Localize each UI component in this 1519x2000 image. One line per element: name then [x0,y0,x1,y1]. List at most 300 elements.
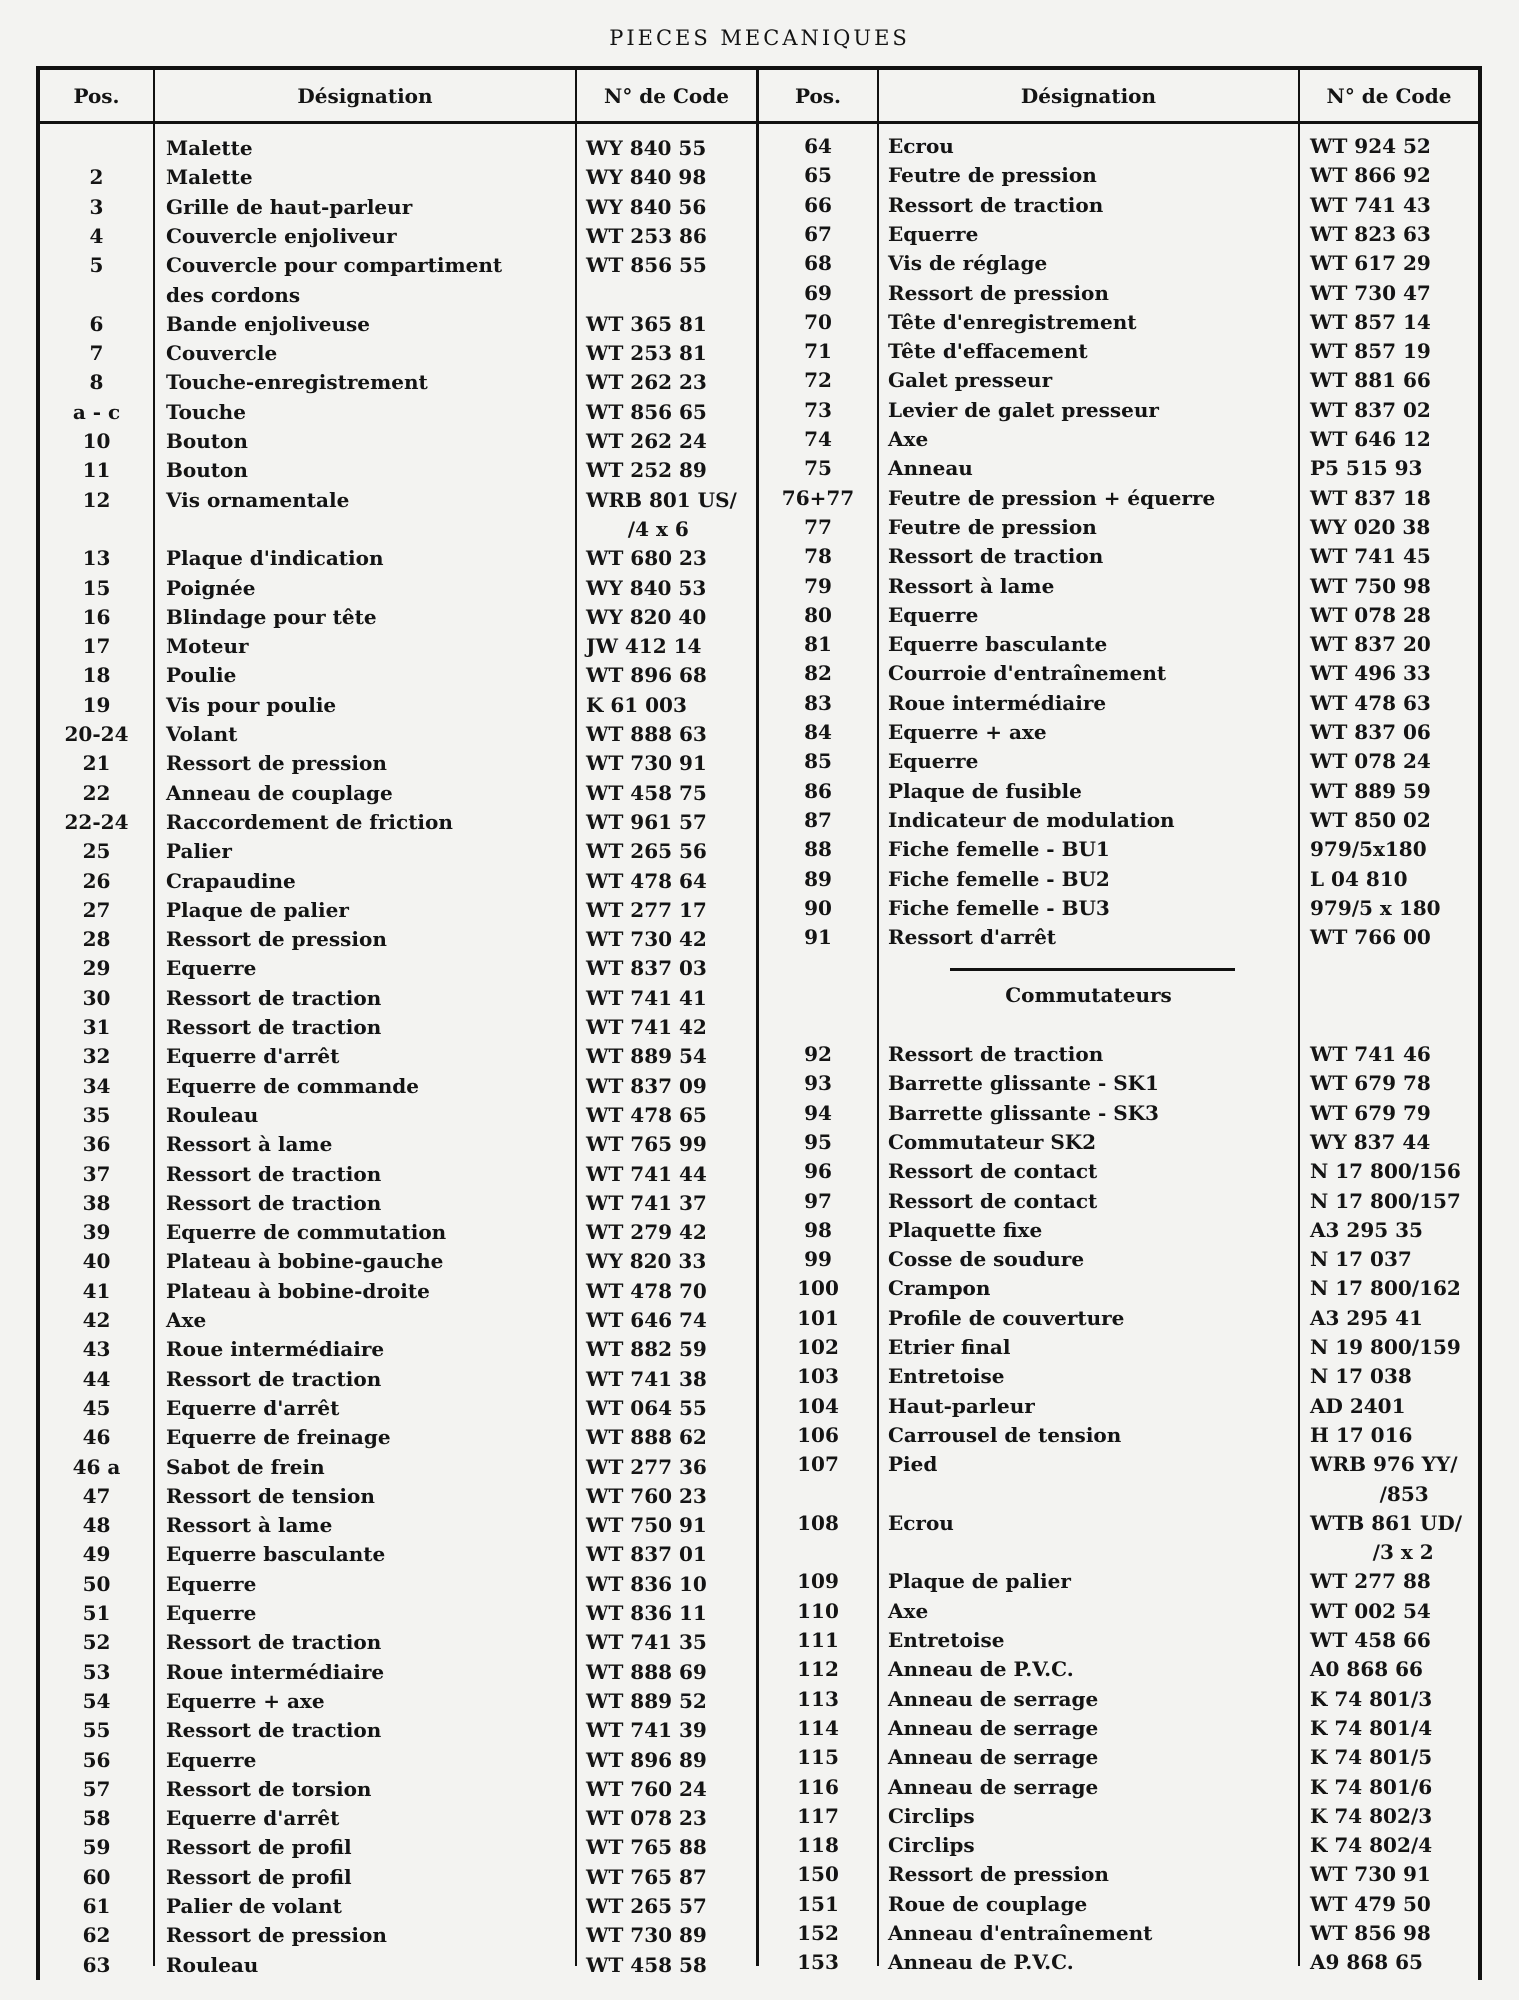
row-code: K 74 802/4 [1310,1833,1433,1858]
row-designation: Couvercle [166,341,278,366]
row-designation: Poignée [166,575,256,600]
row-pos: 3 [89,194,104,219]
row-code: WT 078 24 [1310,749,1431,774]
row-code: WY 020 38 [1310,514,1431,539]
row-designation: Anneau de P.V.C. [888,1950,1074,1975]
row-pos: 7 [89,341,104,366]
row-code: WT 265 57 [586,1894,707,1918]
row-pos: 115 [797,1745,839,1770]
row-code: WT 961 57 [586,809,707,834]
row-code: N 17 037 [1310,1247,1412,1272]
row-designation: Fiche femelle - BU2 [888,866,1110,891]
row-designation: Anneau de couplage [166,780,393,805]
row-designation: Crampon [888,1276,991,1301]
row-designation: Grille de haut-parleur [166,194,413,219]
row-pos: 76+77 [781,485,855,510]
row-pos: 69 [804,280,832,305]
row-pos: 104 [797,1393,839,1418]
row-pos: 48 [82,1513,111,1538]
row-designation: Ressort de pression [166,751,387,776]
row-pos: 55 [82,1718,111,1743]
row-code: K 74 801/4 [1310,1715,1433,1740]
row-designation: Touche-enregistrement [166,370,428,395]
row-designation: Anneau de serrage [888,1686,1099,1711]
row-pos: 49 [82,1542,111,1567]
row-designation: Equerre d'arrêt [166,1395,340,1420]
row-pos: 62 [82,1923,111,1948]
row-pos: 101 [797,1305,839,1330]
row-designation: Ressort de traction [166,1015,382,1039]
row-pos: 100 [797,1276,839,1301]
row-pos: 116 [797,1774,839,1799]
row-designation [888,1538,1296,1567]
row-code: WT 277 17 [586,897,707,922]
row-pos: 66 [804,192,832,217]
row-code: WT 889 54 [586,1044,707,1069]
row-pos: 15 [82,575,111,600]
row-designation: Raccordement de friction [166,809,453,834]
row-designation: Rouleau [166,1952,259,1977]
row-pos: 103 [797,1364,839,1389]
row-code: H 17 016 [1310,1422,1413,1447]
row-code: WT 265 56 [586,839,707,864]
row-code: WT 881 66 [1310,368,1431,393]
row-code: N 19 800/159 [1310,1335,1461,1359]
row-pos: 71 [804,339,832,364]
row-pos: 72 [804,368,832,393]
section-divider [950,968,1235,971]
row-pos: 32 [82,1044,111,1069]
row-code: WT 741 45 [1310,544,1431,569]
row-pos: 25 [82,839,111,864]
row-code: WT 680 23 [586,546,707,571]
row-designation: Ressort de traction [888,192,1104,217]
col-rule [877,66,879,1966]
row-pos: 42 [82,1308,111,1332]
row-pos: 21 [82,751,111,776]
row-code: WT 730 91 [586,751,707,776]
row-designation: Ressort de traction [166,985,382,1010]
row-code: WT 479 50 [1310,1891,1431,1916]
row-pos: 74 [804,427,832,451]
row-pos: 37 [82,1161,111,1186]
row-pos: 45 [82,1395,111,1420]
row-code: WT 765 88 [586,1835,707,1860]
row-code: WT 760 24 [586,1776,707,1801]
row-pos [40,515,153,544]
row-code: WT 478 63 [1310,690,1431,715]
row-code: WT 730 89 [586,1923,707,1948]
row-designation: Anneau de serrage [888,1715,1099,1740]
row-pos: 47 [82,1483,111,1508]
row-code: WT 882 59 [586,1337,707,1362]
row-code: N 17 800/162 [1310,1276,1461,1301]
row-code: WT 888 63 [586,722,707,746]
row-designation: Ressort de traction [166,1718,382,1743]
row-pos: 68 [804,251,832,276]
row-code: 979/5x180 [1310,837,1427,862]
row-pos: 111 [797,1628,839,1652]
row-designation: Circlips [888,1803,975,1828]
row-code: WT 924 52 [1310,134,1431,158]
row-designation: Equerre [166,1571,257,1596]
row-designation: Entretoise [888,1628,1005,1652]
row-code: WT 889 59 [1310,778,1431,803]
row-designation: Carrousel de tension [888,1422,1122,1447]
row-code: WTB 861 UD/ [1310,1510,1463,1535]
row-code: WT 857 14 [1310,309,1431,334]
row-designation: Equerre [888,749,979,774]
row-code: WT 750 91 [586,1513,707,1538]
row-code: WT 478 64 [586,868,707,893]
row-code: WT 458 58 [586,1952,707,1977]
row-designation: Equerre [166,1747,257,1772]
row-designation: Equerre basculante [166,1542,386,1567]
row-pos: 109 [797,1569,839,1594]
row-code: WT 741 38 [586,1366,707,1391]
row-pos: 50 [82,1571,111,1596]
row-pos: 83 [804,690,832,715]
row-code: A9 868 65 [1310,1950,1423,1975]
row-designation: Equerre [166,1601,257,1625]
row-code: WT 496 33 [1310,661,1431,686]
row-pos: 17 [82,634,111,659]
row-pos [40,281,153,310]
row-code: WT 078 23 [586,1806,707,1831]
row-code: WT 837 20 [1310,632,1431,657]
row-pos: 26 [82,868,111,893]
row-designation: Ressort à lame [888,573,1055,598]
row-code: WY 840 53 [586,575,707,600]
row-designation: Indicateur de modulation [888,807,1175,832]
row-pos: 106 [797,1422,839,1447]
header-pos-left: Pos. [73,84,120,108]
row-pos: 90 [804,895,832,920]
row-designation: Ressort de traction [166,1190,382,1215]
row-pos: 20-24 [64,722,129,746]
row-code: WY 820 40 [586,604,707,629]
row-designation: Bouton [166,429,248,453]
row-code: WT 253 81 [586,341,707,366]
row-pos: 82 [804,661,832,686]
row-pos: 57 [82,1776,111,1801]
row-code: WT 078 28 [1310,602,1431,627]
col-rule [153,66,155,1966]
row-designation: Malette [166,165,253,190]
row-designation: Poulie [166,663,237,688]
row-code: WT 837 18 [1310,485,1431,510]
row-designation: Feutre de pression [888,163,1097,188]
row-code: WT 730 47 [1310,280,1431,305]
row-designation: Bande enjoliveuse [166,311,370,336]
row-pos: 5 [89,253,104,278]
row-pos: 92 [804,1042,832,1066]
row-designation: Blindage pour tête [166,604,377,629]
row-designation: Equerre [888,602,979,627]
row-pos: 52 [82,1630,111,1655]
row-designation: Touche [166,399,246,424]
row-pos: 46 [82,1425,111,1450]
row-designation: Equerre d'arrêt [166,1806,340,1831]
row-designation: Anneau de serrage [888,1745,1099,1770]
row-code: WT 896 68 [586,663,707,688]
row-pos: 31 [82,1015,111,1039]
row-designation: Roue intermédiaire [166,1659,385,1684]
row-code: WT 888 69 [586,1659,707,1684]
row-designation: Roue de couplage [888,1891,1088,1916]
row-designation: Anneau d'entraînement [888,1921,1153,1945]
row-designation: Sabot de frein [166,1454,325,1479]
row-designation: Palier [166,839,232,864]
row-code: WT 365 81 [586,311,707,336]
row-pos: 29 [82,956,111,981]
row-designation: Equerre [166,956,257,981]
row-code: K 74 802/3 [1310,1803,1433,1828]
row-designation: Rouleau [166,1102,259,1127]
row-pos: 56 [82,1747,111,1772]
row-pos: 13 [82,546,111,571]
row-code: K 61 003 [586,692,687,717]
row-designation: Ressort de profil [166,1864,352,1889]
row-pos: 16 [82,604,111,629]
row-pos: 35 [82,1102,111,1127]
row-designation: Ressort à lame [166,1132,333,1157]
row-code: WT 823 63 [1310,221,1431,246]
row-designation: Ressort de profil [166,1835,352,1860]
row-code: WT 730 42 [586,927,707,952]
row-pos: 22 [82,780,111,805]
row-designation: Ressort de contact [888,1159,1098,1184]
header-designation-right: Désignation [1020,84,1157,108]
row-designation: Fiche femelle - BU1 [888,837,1110,862]
row-designation: Barrette glissante - SK3 [888,1100,1159,1125]
row-designation: Equerre de commutation [166,1220,447,1245]
row-designation: Feutre de pression + équerre [888,485,1216,510]
row-pos: 60 [82,1864,111,1889]
header-code-left: N° de Code [604,84,729,108]
row-code: A3 295 41 [1310,1305,1423,1330]
row-code: WT 760 23 [586,1483,707,1508]
row-pos: 4 [89,223,104,248]
row-designation: Ressort de pression [888,280,1109,305]
row-designation: Circlips [888,1833,975,1858]
row-pos: 43 [82,1337,111,1362]
row-code: WT 277 36 [586,1454,707,1479]
row-code: WT 002 54 [1310,1598,1431,1623]
row-designation: Commutateur SK2 [888,1129,1097,1154]
row-designation: Axe [888,1598,929,1623]
row-code: L 04 810 [1310,866,1408,891]
row-pos: 18 [82,663,111,688]
row-pos: 65 [804,163,832,188]
row-pos: 44 [82,1366,111,1391]
row-code: WT 741 35 [586,1630,707,1655]
row-pos: 112 [797,1657,839,1682]
row-designation: Equerre de commande [166,1073,419,1098]
row-pos: 27 [82,897,111,922]
row-pos: 98 [804,1217,832,1242]
row-code: WT 766 00 [1310,925,1431,950]
row-pos: 95 [804,1129,832,1154]
row-pos: 114 [797,1715,839,1740]
row-code: K 74 801/6 [1310,1774,1433,1799]
row-designation: Anneau de P.V.C. [888,1657,1074,1682]
row-pos: 41 [82,1278,111,1303]
row-pos: 67 [804,221,832,246]
row-code: 979/5 x 180 [1310,895,1441,920]
row-designation: Galet presseur [888,368,1053,393]
row-code: AD 2401 [1310,1393,1406,1418]
row-designation: Malette [166,136,253,160]
row-code: WT 856 65 [586,399,707,424]
row-designation: Plaque de palier [888,1569,1071,1594]
row-code: WT 889 52 [586,1688,707,1713]
row-designation: Entretoise [888,1364,1005,1389]
row-code: WRB 976 YY/ [1310,1452,1458,1477]
row-pos: 150 [797,1862,839,1887]
row-code: JW 412 14 [586,634,702,659]
row-pos: 10 [82,429,111,453]
row-code: P5 515 93 [1310,456,1423,481]
row-pos: 40 [82,1249,111,1274]
row-designation: Plaque d'indication [166,546,384,571]
row-pos: 113 [797,1686,839,1711]
row-code: WT 837 09 [586,1073,707,1098]
row-code: WT 478 65 [586,1102,707,1127]
row-pos: 59 [82,1835,111,1860]
row-code: WT 741 46 [1310,1042,1431,1066]
row-designation: Ressort de traction [888,1042,1104,1066]
row-pos: 85 [804,749,832,774]
row-code: WT 617 29 [1310,251,1431,276]
row-designation: Axe [166,1308,207,1332]
row-designation: Levier de galet presseur [888,397,1159,422]
row-designation: Etrier final [888,1335,1011,1359]
row-code: WT 279 42 [586,1220,707,1245]
row-designation: Ressort de tension [166,1483,375,1508]
row-code: WT 262 23 [586,370,707,395]
row-pos: 96 [804,1159,832,1184]
row-code: WT 458 66 [1310,1628,1431,1652]
row-code: WT 646 12 [1310,427,1431,451]
row-pos: 53 [82,1659,111,1684]
row-designation: Axe [888,427,929,451]
row-pos [759,1538,877,1567]
row-pos: 108 [797,1510,839,1535]
row-pos: 153 [797,1950,839,1975]
row-pos: 97 [804,1188,832,1213]
row-pos: 51 [82,1601,111,1625]
row-code: WT 866 92 [1310,163,1431,188]
row-pos: 87 [804,807,832,832]
row-designation: Tête d'enregistrement [888,309,1137,334]
row-code: WT 679 79 [1310,1100,1431,1125]
row-designation: des cordons [166,282,301,307]
row-pos [40,134,153,163]
row-designation: Ressort de pression [166,927,387,952]
row-code: WT 646 74 [586,1308,707,1332]
row-code: WT 741 42 [586,1015,707,1039]
row-pos: 79 [804,573,832,598]
header-code-right: N° de Code [1326,84,1452,108]
row-designation: Ressort de contact [888,1188,1098,1213]
row-designation: Equerre + axe [166,1688,325,1713]
row-code: WT 765 99 [586,1132,707,1157]
row-designation: Ressort à lame [166,1513,333,1538]
row-designation: Couvercle enjoliveur [166,223,397,248]
row-designation: Roue intermédiaire [166,1337,385,1362]
row-pos: 78 [804,544,832,569]
row-code: WT 741 39 [586,1718,707,1743]
row-designation: Vis ornamentale [166,487,350,512]
row-code: WRB 801 US/ [586,487,737,512]
row-code: K 74 801/5 [1310,1745,1433,1770]
row-designation: Cosse de soudure [888,1247,1085,1272]
row-code: WT 679 78 [1310,1071,1431,1096]
row-designation [166,515,571,544]
row-designation: Equerre [888,221,979,246]
row-designation: Volant [166,722,238,746]
row-designation: Plateau à bobine-gauche [166,1249,444,1274]
row-pos: 63 [82,1952,111,1977]
row-pos: 84 [804,720,832,744]
row-code: WT 741 37 [586,1190,707,1215]
row-code: WT 252 89 [586,458,707,483]
row-pos: 77 [804,514,832,539]
row-code: WT 478 70 [586,1278,707,1303]
row-designation: Anneau de serrage [888,1774,1099,1799]
row-code: A3 295 35 [1310,1217,1423,1242]
row-code: WY 840 98 [586,165,707,190]
row-designation: Roue intermédiaire [888,690,1107,715]
row-designation: Ressort de pression [888,1862,1109,1887]
row-pos: 102 [797,1335,839,1359]
row-code: WT 458 75 [586,780,707,805]
row-pos: 81 [804,632,832,657]
row-code: WT 837 06 [1310,720,1431,744]
row-designation: Ressort de pression [166,1923,387,1948]
row-designation: Equerre d'arrêt [166,1044,340,1069]
row-code: WT 277 88 [1310,1569,1431,1594]
row-designation: Ecrou [888,134,954,158]
row-code: N 17 800/157 [1310,1188,1461,1213]
row-designation: Ecrou [888,1510,954,1535]
row-code: WT 741 43 [1310,192,1431,217]
row-designation: Ressort d'arrêt [888,925,1057,950]
row-designation: Plaque de fusible [888,778,1082,803]
row-pos: 110 [797,1598,839,1623]
row-pos: 152 [797,1921,839,1945]
row-designation: Courroie d'entraînement [888,661,1167,686]
header-designation-left: Désignation [297,84,433,108]
row-code: WT 896 89 [586,1747,707,1772]
row-pos: 86 [804,778,832,803]
row-pos: 34 [82,1073,111,1098]
row-code: N 17 800/156 [1310,1159,1461,1184]
row-designation: Profile de couverture [888,1305,1125,1330]
row-designation: Ressort de torsion [166,1776,372,1801]
row-pos: 22-24 [64,809,129,834]
row-designation: Barrette glissante - SK1 [888,1071,1159,1096]
row-designation: Vis pour poulie [166,692,337,717]
row-designation: Tête d'effacement [888,339,1088,364]
row-code: WT 850 02 [1310,807,1431,832]
row-pos: 39 [82,1220,111,1245]
row-pos: 36 [82,1132,111,1157]
row-pos: 89 [804,866,832,891]
row-designation: Fiche femelle - BU3 [888,895,1110,920]
col-rule [575,66,577,1966]
